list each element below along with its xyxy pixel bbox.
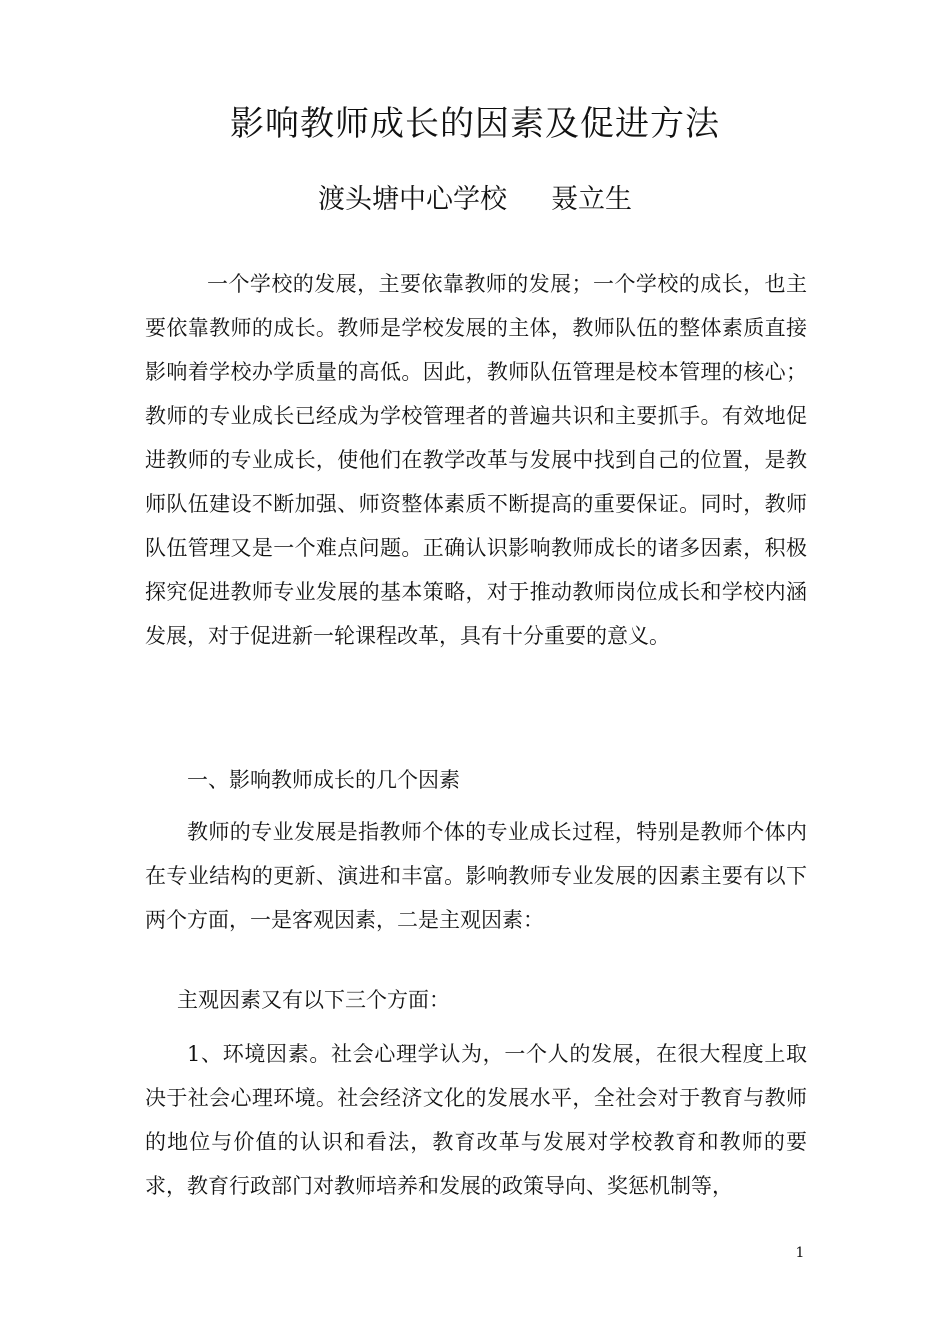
section-heading xyxy=(145,758,807,802)
section-body-text: 教师的专业发展是指教师个体的专业成长过程，特别是教师个体内在专业结构的更新、演进和丰富。影响教师专业发展的因素主要有以下两个方面，一是客观因素，二是主观因素： xyxy=(145,820,807,932)
document-title: 影响教师成长的因素及促进方法 xyxy=(230,104,720,144)
section-heading-text: 一、影响教师成长的几个因素 xyxy=(187,768,460,792)
author-line xyxy=(0,180,950,220)
subjective-intro-text: 主观因素又有以下三个方面： xyxy=(177,988,450,1012)
section-body-paragraph xyxy=(145,810,807,942)
intro-text: 一个学校的发展，主要依靠教师的发展；一个学校的成长，也主要依靠教师的成长。教师是学校发展的主体，教师队伍的整体素质直接影响着学校办学质量的高低。因此，教师队伍管理是校本管理的核心；教师的专业成长已经成为学校管理者的普遍共识和主要抓手。有效地促进教师的专业成长，使他们在教学改革与发展中找到自己的位置，是教师队伍建设不断加强、师资整体素质不断提高的重要保证。同时，教师队伍管理又是一个难点问题。正确认识影响教师成长的诸多因素，积极探究促进教师专业发展的基本策略，对于推动教师岗位成长和学校内涵发展，对于促进新一轮课程改革，具有十分重要的意义。 xyxy=(145,272,807,648)
intro-paragraph xyxy=(145,262,807,658)
page-number: 1 xyxy=(795,1245,805,1261)
factor1-text: 1、环境因素。社会心理学认为，一个人的发展，在很大程度上取决于社会心理环境。社会经济文化的发展水平，全社会对于教育与教师的地位与价值的认识和看法，教育改革与发展对学校教育和教师的要求，教育行政部门对教师培养和发展的政策导向、奖惩机制等， xyxy=(145,1042,807,1198)
author-name: 聂立生 xyxy=(551,184,632,215)
factor1-paragraph xyxy=(145,1032,807,1208)
author-school: 渡头塘中心学校 xyxy=(318,184,507,215)
subjective-intro-paragraph xyxy=(145,978,807,1022)
